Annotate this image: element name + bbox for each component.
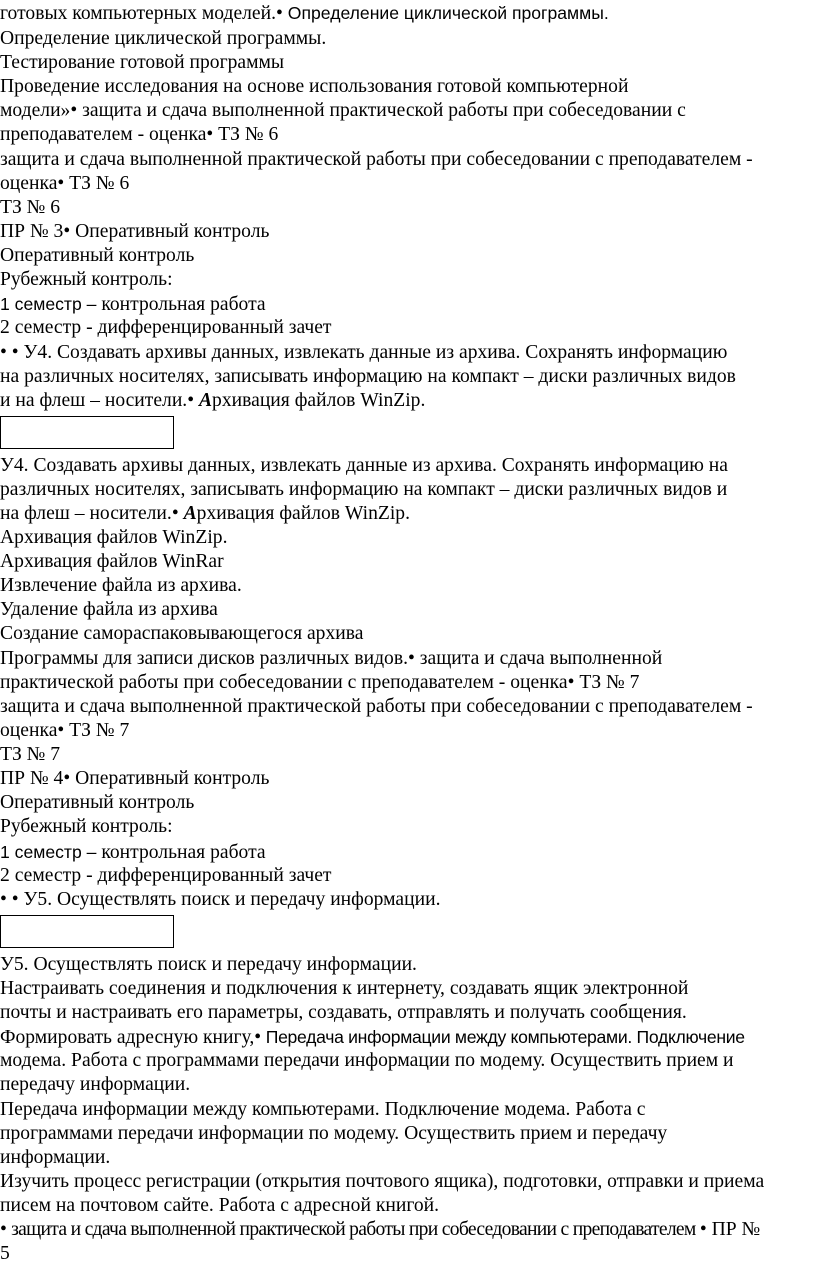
text-line: Извлечение файла из архива. (0, 575, 242, 596)
text-line: 1 семестр – контрольная работа (0, 294, 266, 315)
bullet-icon: • (70, 100, 78, 121)
text-line: 2 семестр - дифференцированный зачет (0, 317, 332, 338)
text-line: писем на почтовом сайте. Работа с адресной книгой. (0, 1195, 440, 1216)
text-line: ТЗ № 6 (0, 197, 61, 218)
text-line: 1 семестр – контрольная работа (0, 842, 266, 863)
text-line: Архивация файлов WinZip. (0, 527, 228, 548)
text-line: и на флеш – носители.• Архивация файлов WinZip. (0, 390, 426, 411)
text-line: Определение циклической программы. (0, 28, 327, 49)
text-line: ПР № 3• Оперативный контроль (0, 221, 270, 242)
text-line: Оперативный контроль (0, 792, 195, 813)
bullet-icon: • (206, 124, 214, 145)
text-line: Рубежный контроль: (0, 816, 173, 837)
text-line: У5. Осуществлять поиск и передачу информации. (0, 954, 417, 975)
bullet-icon: • (408, 648, 415, 669)
text-line: Формировать адресную книгу,• Передача информации между компьютерами. Подключение (0, 1027, 745, 1048)
bullet-icon: • (567, 672, 575, 693)
text-line: различных носителях, записывать информацию на компакт – диски различных видов и (0, 479, 728, 500)
text-line: ТЗ № 7 (0, 744, 61, 765)
text-line: Изучить процесс регистрации (открытия почтового ящика), подготовки, отправки и приема (0, 1171, 765, 1192)
text-line: Оперативный контроль (0, 245, 195, 266)
text-line: оценка• ТЗ № 6 (0, 173, 130, 194)
bullet-icon: • (63, 221, 71, 242)
bullet-icon: • (254, 1027, 262, 1048)
text-line: программами передачи информации по модему. Осуществить прием и передачу (0, 1123, 668, 1144)
text-line: 2 семестр - дифференцированный зачет (0, 865, 332, 886)
text-line: оценка• ТЗ № 7 (0, 720, 130, 741)
bullet-icon: • • (0, 889, 19, 910)
bullet-icon: • (0, 1219, 7, 1240)
text-line: 5 (0, 1243, 10, 1264)
text-line: практической работы при собеседовании с преподавателем - оценка• ТЗ № 7 (0, 672, 640, 693)
text-line: Рубежный контроль: (0, 269, 173, 290)
bullet-icon: • (187, 390, 195, 411)
bullet-icon: • (171, 503, 179, 524)
bullet-icon: • (57, 720, 65, 741)
text-line: информации. (0, 1147, 111, 1168)
text-line: Создание самораспаковывающегося архива (0, 623, 364, 644)
bullet-icon: • (699, 1219, 707, 1240)
text-line: ПР № 4• Оперативный контроль (0, 768, 270, 789)
text-line: защита и сдача выполненной практической работы при собеседовании с преподавателем - (0, 149, 753, 170)
text-line: • • У4. Создавать архивы данных, извлекать данные из архива. Сохранять информацию (0, 342, 728, 363)
text-line: на флеш – носители.• Архивация файлов WinZip. (0, 503, 410, 524)
text-line: Программы для записи дисков различных видов.• защита и сдача выполненной (0, 648, 663, 669)
text-line: Тестирование готовой программы (0, 52, 285, 73)
text-line: защита и сдача выполненной практической работы при собеседовании с преподавателем - (0, 696, 753, 717)
empty-frame (0, 416, 174, 449)
text-line: Удаление файла из архива (0, 599, 218, 620)
bullet-icon: • (63, 768, 71, 789)
text-line: готовых компьютерных моделей.• Определение циклической программы. (0, 3, 609, 24)
bullet-icon: • (276, 3, 283, 24)
bullet-icon: • (57, 173, 65, 194)
text-line: Настраивать соединения и подключения к интернету, создавать ящик электронной (0, 978, 689, 999)
text-line: Передача информации между компьютерами. Подключение модема. Работа с (0, 1099, 646, 1120)
text-line: У4. Создавать архивы данных, извлекать данные из архива. Сохранять информацию на (0, 455, 728, 476)
text-line: передачу информации. (0, 1074, 191, 1095)
text-line: преподавателем - оценка• ТЗ № 6 (0, 124, 279, 145)
text-line: почты и настраивать его параметры, создавать, отправлять и получать сообщения. (0, 1002, 687, 1023)
empty-frame (0, 915, 174, 948)
text-line: Проведение исследования на основе использования готовой компьютерной (0, 76, 629, 97)
text-line: • • У5. Осуществлять поиск и передачу информации. (0, 889, 441, 910)
text-line: на различных носителях, записывать информацию на компакт – диски различных видов (0, 366, 736, 387)
bullet-icon: • • (0, 342, 19, 363)
text-line: Архивация файлов WinRar (0, 551, 224, 572)
text-line: модели»• защита и сдача выполненной практической работы при собеседовании с (0, 100, 686, 121)
text-line: • защита и сдача выполненной практической работы при собеседовании с преподавателем • ПР № (0, 1219, 761, 1240)
text-line: модема. Работа с программами передачи информации по модему. Осуществить прием и (0, 1050, 734, 1071)
